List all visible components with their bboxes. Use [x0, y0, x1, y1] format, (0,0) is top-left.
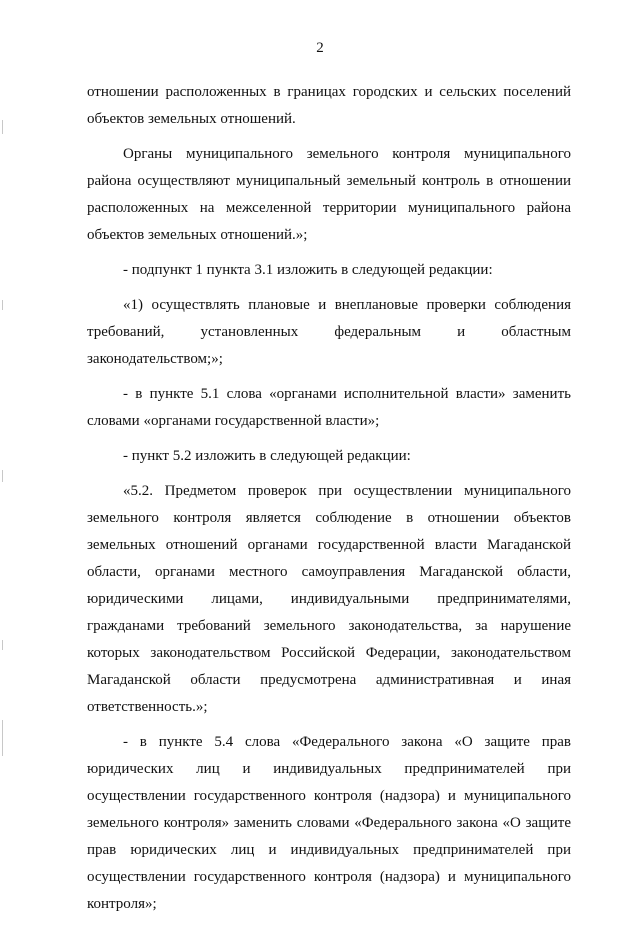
scan-margin-marks [2, 0, 8, 905]
paragraph-control-bodies: Органы муниципального земельного контроля муниципального района осуществляют муниципальный земельный контроль в отношении расположенных на межселенной территории муниципального района объектов земельных отношений.»; [87, 146, 571, 243]
page-number: 2 [316, 40, 324, 56]
document-body [87, 79, 571, 926]
paragraph-amend-3-1: - подпункт 1 пункта 3.1 изложить в следующей редакции: [123, 262, 493, 278]
paragraph-amend-5-1: - в пункте 5.1 слова «органами исполнительной власти» заменить словами «органами государственной власти»; [87, 386, 571, 429]
paragraph-amend-5-4: - в пункте 5.4 слова «Федерального закона «О защите прав юридических лиц и индивидуальных предпринимателей при осуществлении государственного контроля (надзора) и муниципального земельного контроля» заменить словами «Федерального закона «О защите прав юридических лиц и индивидуальных предпринимателей при осуществлении государственного контроля (надзора) и муниципального контроля»; [87, 734, 571, 912]
paragraph-continuation: отношении расположенных в границах городских и сельских поселений объектов земельных отношений. [87, 84, 571, 127]
paragraph-new-3-1-text: «1) осуществлять плановые и внеплановые проверки соблюдения требований, установленных федеральным и областным законодательством;»; [87, 297, 571, 367]
paragraph-amend-5-2: - пункт 5.2 изложить в следующей редакции: [123, 448, 411, 464]
paragraph-new-5-2-text: «5.2. Предметом проверок при осуществлении муниципального земельного контроля является соблюдение в отношении объектов земельных отношений органами государственной власти Магаданской области, органами местного самоуправления Магаданской области, юридическими лицами, индивидуальными предпринимателями, гражданами требований земельного законодательства, за нарушение которых законодательством Российской Федерации, законодательством Магаданской области предусмотрена административная и иная ответственность.»; [87, 483, 571, 715]
